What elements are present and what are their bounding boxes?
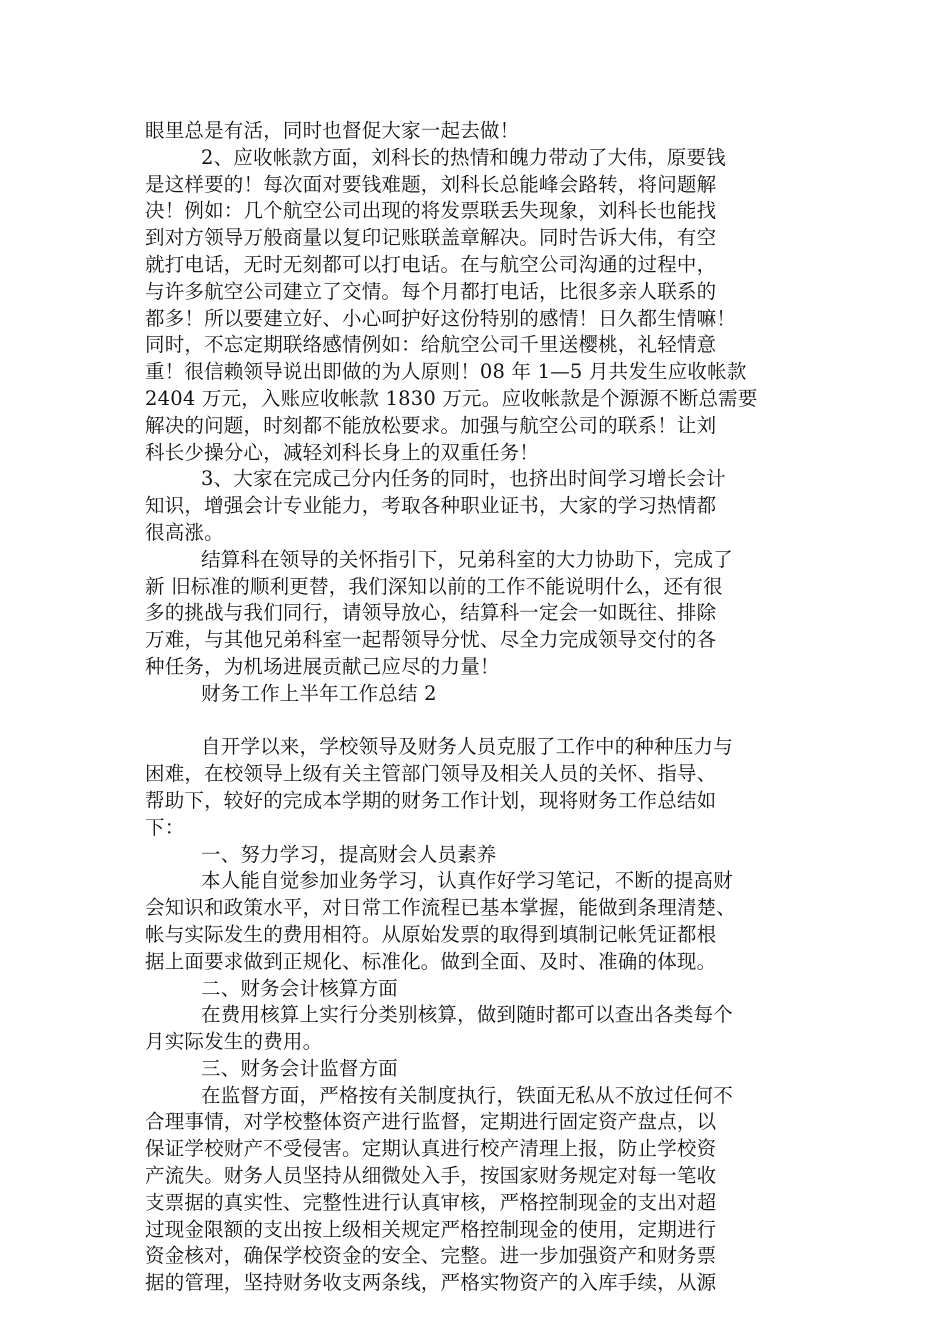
text-line: 困难，在校领导上级有关主管部门领导及相关人员的关怀、指导、 xyxy=(145,762,717,786)
text-line: 同时，不忘定期联络感情例如：给航空公司千里送樱桃，礼轻情意 xyxy=(145,333,717,357)
text-line: 科长少操分心，减轻刘科长身上的双重任务！ xyxy=(145,440,540,464)
text-line: 解决的问题，时刻都不能放松要求。加强与航空公司的联系！让刘 xyxy=(145,413,717,437)
text-line: 产流失。财务人员坚持从细微处入手，按国家财务规定对每一笔收 xyxy=(145,1164,717,1188)
text-line: 三、财务会计监督方面 xyxy=(201,1056,399,1080)
text-line: 会知识和政策水平，对日常工作流程已基本掌握，能做到条理清楚、 xyxy=(145,896,737,920)
text-line: 据的管理，坚持财务收支两条线，严格实物资产的入库手续，从源 xyxy=(145,1271,717,1295)
text-line: 月实际发生的费用。 xyxy=(145,1030,323,1054)
text-line: 新 旧标准的顺利更替，我们深知以前的工作不能说明什么，还有很 xyxy=(145,574,723,598)
text-line: 2、应收帐款方面，刘科长的热情和魄力带动了大伟，原要钱 xyxy=(201,145,726,169)
text-line: 过现金限额的支出按上级相关规定严格控制现金的使用，定期进行 xyxy=(145,1217,717,1241)
text-line: 在监督方面，严格按有关制度执行，铁面无私从不放过任何不 xyxy=(201,1083,733,1107)
text-line: 结算科在领导的关怀指引下，兄弟科室的大力协助下，完成了 xyxy=(201,547,733,571)
text-line: 重！很信赖领导说出即做的为人原则！08 年 1—5 月共发生应收帐款 xyxy=(145,360,747,384)
text-line: 万难，与其他兄弟科室一起帮领导分忧、尽全力完成领导交付的各 xyxy=(145,628,717,652)
text-line: 3、大家在完成己分内任务的同时，也挤出时间学习增长会计 xyxy=(201,467,726,491)
text-line: 就打电话，无时无刻都可以打电话。在与航空公司沟通的过程中， xyxy=(145,252,717,276)
text-line: 本人能自觉参加业务学习，认真作好学习笔记，不断的提高财 xyxy=(201,869,733,893)
text-line: 2404 万元，入账应收帐款 1830 万元。应收帐款是个源源不断总需要 xyxy=(145,386,758,410)
text-line: 支票据的真实性、完整性进行认真审核，严格控制现金的支出对超 xyxy=(145,1190,717,1214)
text-line: 知识，增强会计专业能力，考取各种职业证书，大家的学习热情都 xyxy=(145,494,717,518)
text-line: 很高涨。 xyxy=(145,520,224,544)
text-line: 在费用核算上实行分类别核算，做到随时都可以查出各类每个 xyxy=(201,1003,733,1027)
document-page xyxy=(145,118,810,1297)
text-line: 保证学校财产不受侵害。定期认真进行校产清理上报，防止学校资 xyxy=(145,1137,717,1161)
text-line: 二、财务会计核算方面 xyxy=(201,976,399,1000)
text-line: 合理事情，对学校整体资产进行监督，定期进行固定资产盘点，以 xyxy=(145,1110,717,1134)
text-line: 一、努力学习，提高财会人员素养 xyxy=(201,842,497,866)
text-line: 都多！所以要建立好、小心呵护好这份特别的感情！日久都生情嘛！ xyxy=(145,306,737,330)
text-line: 与许多航空公司建立了交情。每个月都打电话，比很多亲人联系的 xyxy=(145,279,717,303)
text-line: 是这样要的！每次面对要钱难题，刘科长总能峰会路转，将问题解 xyxy=(145,172,717,196)
text-line: 决！例如：几个航空公司出现的将发票联丢失现象，刘科长也能找 xyxy=(145,199,717,223)
text-line: 到对方领导万般商量以复印记账联盖章解决。同时告诉大伟，有空 xyxy=(145,226,717,250)
text-line: 多的挑战与我们同行，请领导放心，结算科一定会一如既往、排除 xyxy=(145,601,717,625)
text-line: 帐与实际发生的费用相符。从原始发票的取得到填制记帐凭证都根 xyxy=(145,922,717,946)
text-line: 自开学以来，学校领导及财务人员克服了工作中的种种压力与 xyxy=(201,735,733,759)
text-line: 财务工作上半年工作总结 2 xyxy=(201,681,437,705)
blank-line xyxy=(145,708,810,735)
text-line: 眼里总是有活，同时也督促大家一起去做！ xyxy=(145,119,520,142)
text-line: 下： xyxy=(145,815,185,839)
text-line: 据上面要求做到正规化、标准化。做到全面、及时、准确的体现。 xyxy=(145,949,717,973)
text-line: 资金核对，确保学校资金的安全、完整。进一步加强资产和财务票 xyxy=(145,1244,717,1268)
text-line: 种任务，为机场进展贡献己应尽的力量！ xyxy=(145,654,500,678)
text-line: 帮助下，较好的完成本学期的财务工作计划，现将财务工作总结如 xyxy=(145,788,717,812)
